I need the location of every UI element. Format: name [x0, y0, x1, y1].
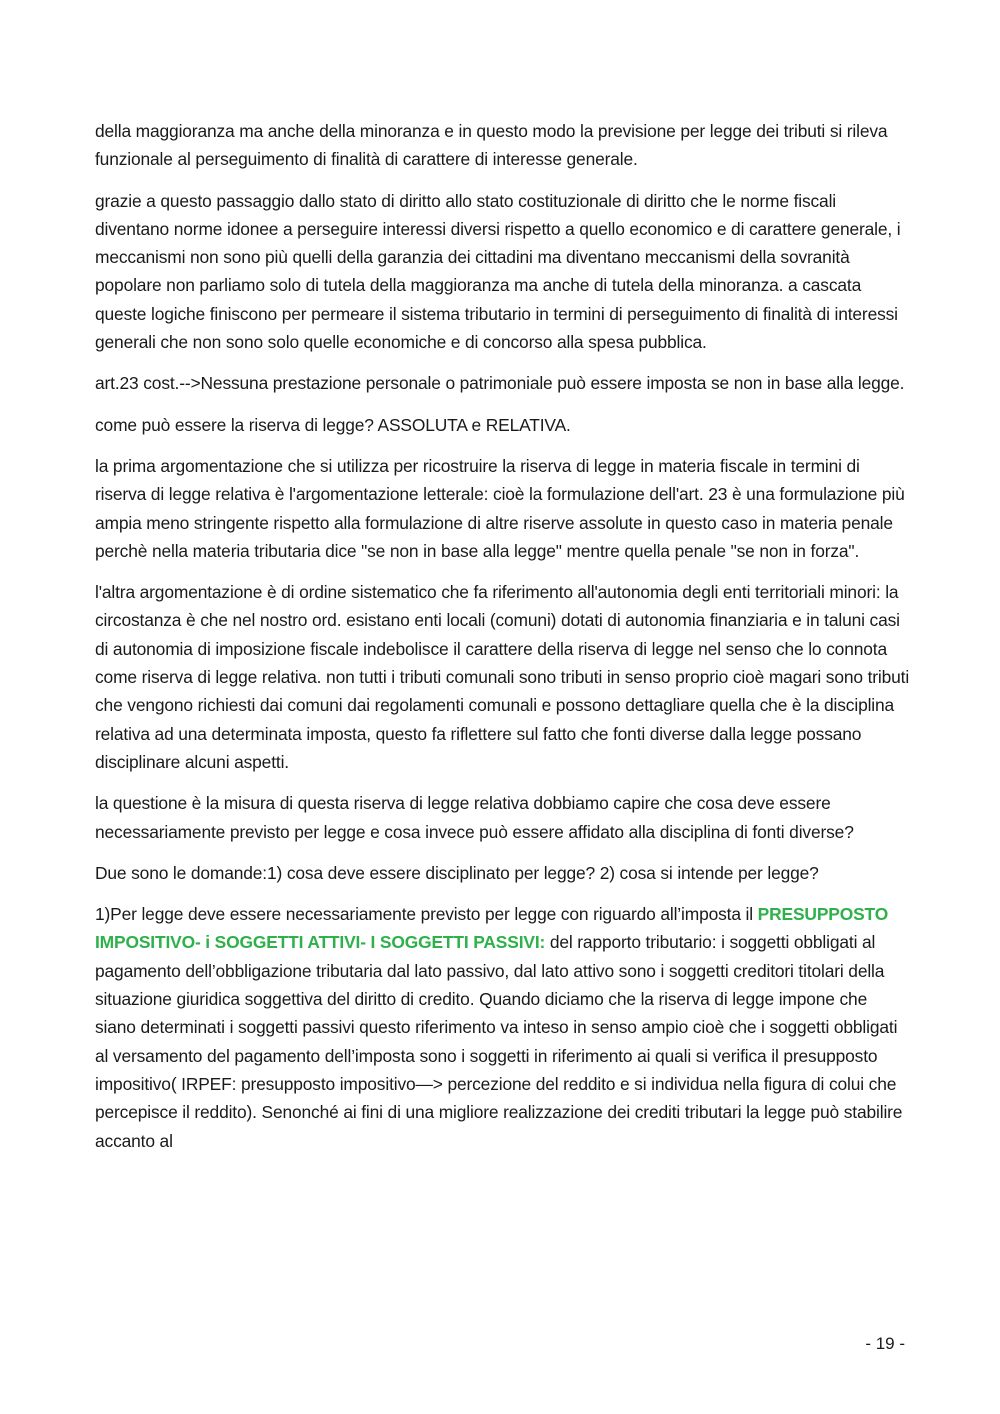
paragraph-5: la prima argomentazione che si utilizza per ricostruire la riserva di legge in materia fiscale in termini di riserva di legge relativa è l'argomentazione letterale: cioè la formulazione dell'art. 23 è una formulazione più ampia meno stringente rispetto alla formulazione di altre riserve assolute in questo caso in materia penale perchè nella materia tributaria dice "se non in base alla legge" mentre quella penale "se non in forza". [95, 455, 905, 561]
paragraph-6: l'altra argomentazione è di ordine sistematico che fa riferimento all'autonomia degli enti territoriali minori: la circostanza è che nel nostro ord. esistano enti locali (comuni) dotati di autonomia finanziaria e in taluni casi di autonomia di imposizione fiscale indebolisce il carattere della riserva di legge nel senso che lo connota come riserva di legge relativa. non tutti i tributi comunali sono tributi in senso proprio cioè magari sono tributi che vengono richiesti dai comuni dai regolamenti comunali e possono dettagliare quella che è la disciplina relativa ad una determinata imposta, questo fa riflettere sul fatto che fonti diverse dalla legge possano disciplinare alcuni aspetti. [95, 582, 910, 772]
page-number: - 19 - [865, 1334, 905, 1353]
paragraph-3: art.23 cost.-->Nessuna prestazione personale o patrimoniale può essere imposta se non in base alla legge. [95, 373, 905, 394]
paragraph-9 [95, 900, 910, 1155]
paragraph-7: la questione è la misura di questa riserva di legge relativa dobbiamo capire che cosa deve essere necessariamente previsto per legge e cosa invece può essere affidato alla disciplina di fonti diverse? [95, 793, 854, 842]
paragraph-2: grazie a questo passaggio dallo stato di diritto allo stato costituzionale di diritto che le norme fiscali diventano norme idonee a perseguire interessi diversi rispetto a quello economico e di carattere generale, i meccanismi non sono più quelli della garanzia dei cittadini ma diventano meccanismi della sovranità popolare non parliamo solo di tutela della maggioranza ma anche di tutela della minoranza. a cascata queste logiche finiscono per permeare il sistema tributario in termini di perseguimento di finalità di interessi generali che non sono solo quelle economiche e di concorso alla spesa pubblica. [95, 190, 901, 353]
paragraph-8: Due sono le domande:1) cosa deve essere disciplinato per legge? 2) cosa si intende per legge? [95, 862, 819, 883]
paragraph-1: della maggioranza ma anche della minoranza e in questo modo la previsione per legge dei tributi si rileva funzionale al perseguimento di finalità di carattere di interesse generale. [95, 121, 888, 170]
document-page [95, 117, 910, 1168]
paragraph-4: come può essere la riserva di legge? ASSOLUTA e RELATIVA. [95, 414, 571, 435]
paragraph-9-rest: del rapporto tributario: i soggetti obbligati al pagamento dell’obbligazione tributaria dal lato passivo, dal lato attivo sono i soggetti creditori titolari della situazione giuridica soggettiva del diritto di credito. Quando diciamo che la riserva di legge impone che siano determinati i soggetti passivi questo riferimento va inteso in senso ampio cioè che i soggetti obbligati al versamento del pagamento dell’imposta sono i soggetti in riferimento ai quali si verifica il presupposto impositivo( IRPEF: presupposto impositivo—> percezione del reddito e si individua nella figura di colui che percepisce il reddito). Senonché ai fini di una migliore realizzazione dei crediti tributari la legge può stabilire accanto al [95, 932, 903, 1151]
paragraph-9-intro: 1)Per legge deve essere necessariamente previsto per legge con riguardo all’imposta il [95, 904, 758, 925]
highlighted-text: PRESUPPOSTO IMPOSITIVO- i SOGGETTI ATTIVI- I SOGGETTI PASSIVI: [95, 904, 889, 953]
